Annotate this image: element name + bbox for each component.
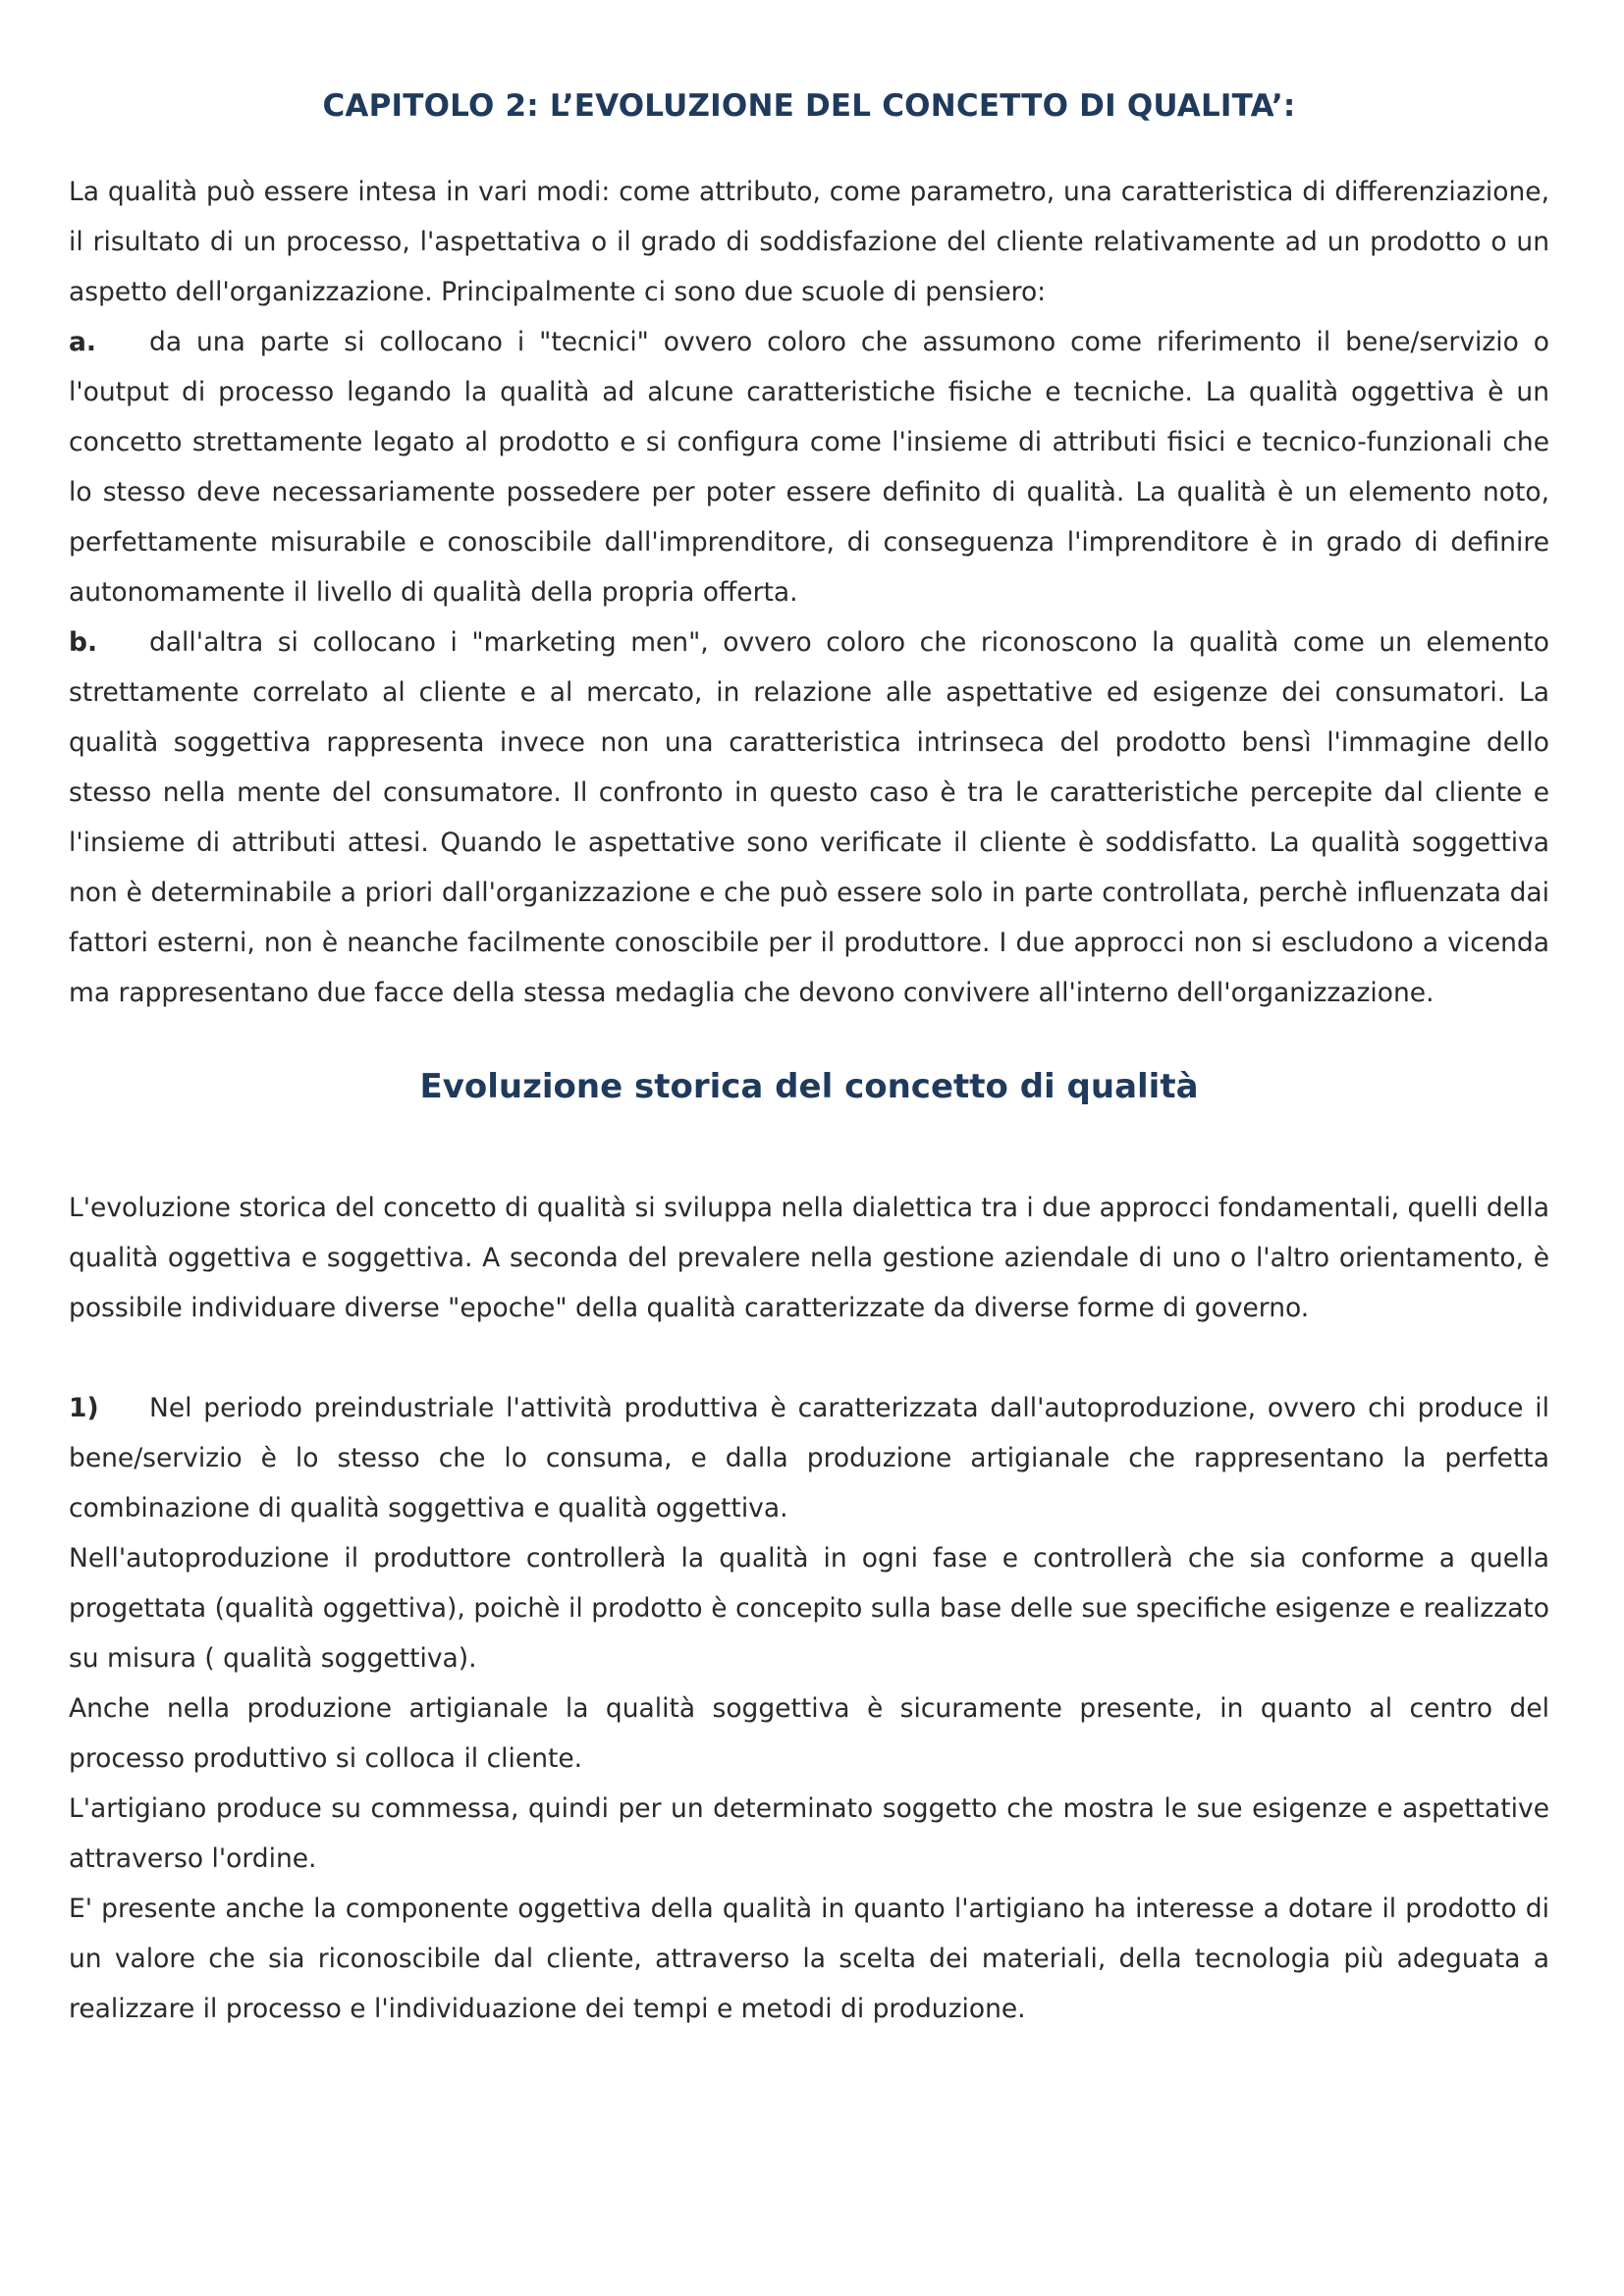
point-1-marker: 1) [69, 1393, 99, 1423]
section-title: Evoluzione storica del concetto di qualità [419, 1067, 1199, 1106]
point-1-text: Nel periodo preindustriale l'attività produttiva è caratterizzata dall'autoproduzione, ovvero chi produce il bene/servizio è lo stesso che lo consuma, e dalla produzione artigianale che rappresentano la perfetta combinazione di qualità soggettiva e qualità oggettiva. [69, 1393, 1549, 1523]
point-b-paragraph [69, 617, 1549, 1018]
section-intro-paragraph: L'evoluzione storica del concetto di qualità si sviluppa nella dialettica tra i due approcci fondamentali, quelli della qualità oggettiva e soggettiva. A seconda del prevalere nella gestione aziendale di uno o l'altro orientamento, è possibile individuare diverse "epoche" della qualità caratterizzate da diverse forme di governo. [69, 1193, 1549, 1323]
point-a-marker: a. [69, 327, 96, 357]
body-paragraph: Nell'autoproduzione il produttore controllerà la qualità in ogni fase e controllerà che sia conforme a quella progettata (qualità oggettiva), poichè il prodotto è concepito sulla base delle sue specifiche esigenze e realizzato su misura ( qualità soggettiva). [69, 1543, 1549, 1674]
point-a-paragraph [69, 317, 1549, 617]
body-paragraph: E' presente anche la componente oggettiva della qualità in quanto l'artigiano ha interesse a dotare il prodotto di un valore che sia riconoscibile dal cliente, attraverso la scelta dei materiali, della tecnologia più adeguata a realizzare il processo e l'individuazione dei tempi e metodi di produzione. [69, 1894, 1549, 2024]
document-page [69, 88, 1549, 2034]
point-b-text: dall'altra si collocano i "marketing men", ovvero coloro che riconoscono la qualità come un elemento strettamente correlato al cliente e al mercato, in relazione alle aspettative ed esigenze dei consumatori. La qualità soggettiva rappresenta invece non una caratteristica intrinseca del prodotto bensì l'immagine dello stesso nella mente del consumatore. Il confronto in questo caso è tra le caratteristiche percepite dal cliente e l'insieme di attributi attesi. Quando le aspettative sono verificate il cliente è soddisfatto. La qualità soggettiva non è determinabile a priori dall'organizzazione e che può essere solo in parte controllata, perchè influenzata dai fattori esterni, non è neanche facilmente conoscibile per il produttore. I due approcci non si escludono a vicenda ma rappresentano due facce della stessa medaglia che devono convivere all'interno dell'organizzazione. [69, 627, 1549, 1008]
paragraph-spacer [69, 1333, 1549, 1383]
chapter-title: CAPITOLO 2: L’EVOLUZIONE DEL CONCETTO DI QUALITA’: [322, 88, 1296, 124]
point-1-paragraph [69, 1383, 1549, 1533]
body-paragraph: Anche nella produzione artigianale la qualità soggettiva è sicuramente presente, in quanto al centro del processo produttivo si colloca il cliente. [69, 1693, 1549, 1774]
intro-paragraph: La qualità può essere intesa in vari modi: come attributo, come parametro, una caratteristica di differenziazione, il risultato di un processo, l'aspettativa o il grado di soddisfazione del cliente relativamente ad un prodotto o un aspetto dell'organizzazione. Principalmente ci sono due scuole di pensiero: [69, 177, 1549, 307]
body-paragraph: L'artigiano produce su commessa, quindi per un determinato soggetto che mostra le sue esigenze e aspettative attraverso l'ordine. [69, 1793, 1549, 1874]
point-a-text: da una parte si collocano i "tecnici" ovvero coloro che assumono come riferimento il bene/servizio o l'output di processo legando la qualità ad alcune caratteristiche fisiche e tecniche. La qualità oggettiva è un concetto strettamente legato al prodotto e si configura come l'insieme di attributi fisici e tecnico-funzionali che lo stesso deve necessariamente possedere per poter essere definito di qualità. La qualità è un elemento noto, perfettamente misurabile e conoscibile dall'imprenditore, di conseguenza l'imprenditore è in grado di definire autonomamente il livello di qualità della propria offerta. [69, 327, 1549, 608]
point-b-marker: b. [69, 627, 98, 658]
